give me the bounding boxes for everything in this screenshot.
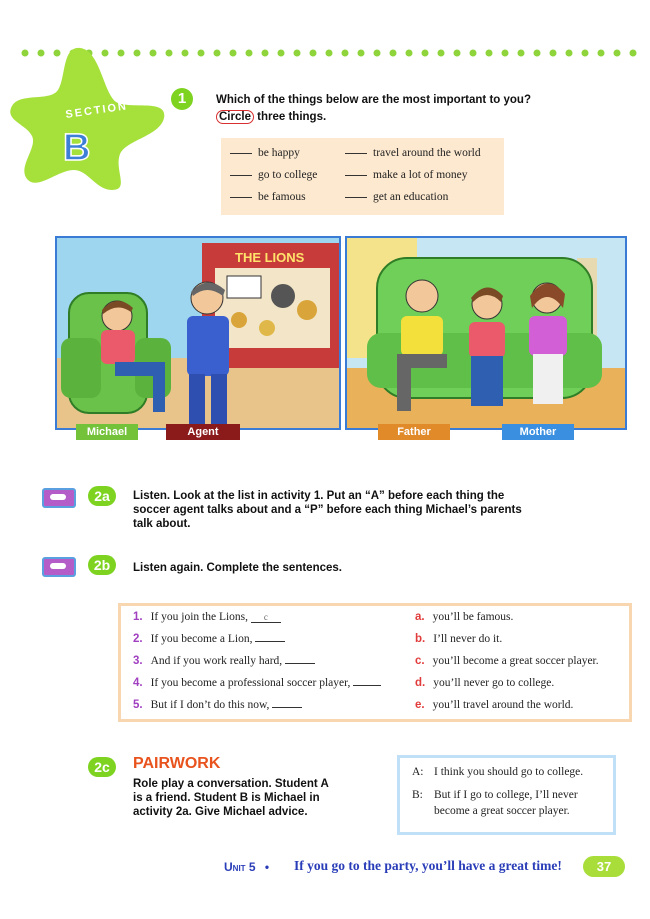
label-father: Father: [378, 424, 450, 440]
list-item: be famous: [230, 191, 306, 203]
footer-title: If you go to the party, you’ll have a great time!: [294, 858, 562, 873]
match-right-item: d. you’ll never go to college.: [415, 677, 555, 689]
answer-blank[interactable]: [255, 641, 285, 642]
label-michael: Michael: [76, 424, 138, 440]
list-item: be happy: [230, 147, 300, 159]
label-mother: Mother: [502, 424, 574, 440]
activity2c-line2: is a friend. Student B is Michael in: [133, 792, 320, 804]
list-item: make a lot of money: [345, 169, 468, 181]
dialog-line-b1: But if I go to college, I’ll never: [434, 789, 578, 801]
section-star: [8, 40, 168, 190]
activity1-instruction-line2: [216, 110, 326, 124]
illustration-living-room: [347, 238, 625, 428]
activity2a-line2: soccer agent talks about and a “P” before each thing Michael’s parents: [133, 504, 522, 516]
activity2a-line1: Listen. Look at the list in activity 1. Put an “A” before each thing the: [133, 490, 505, 502]
activity1-instruction-line1: Which of the things below are the most important to you?: [216, 94, 531, 106]
match-right-item: e. you’ll travel around the world.: [415, 699, 574, 711]
answer-blank[interactable]: [353, 685, 381, 686]
matching-box: [118, 603, 632, 722]
activity2c-badge: 2c: [88, 757, 116, 777]
label-agent: Agent: [166, 424, 240, 440]
dialog-box: [397, 755, 616, 835]
dialog-speaker-a: A:: [412, 766, 424, 778]
activity2c-line3: activity 2a. Give Michael advice.: [133, 806, 308, 818]
circle-word: Circle: [216, 110, 254, 124]
list-item: travel around the world: [345, 147, 481, 159]
list-item: go to college: [230, 169, 317, 181]
section-letter: B: [63, 127, 91, 169]
illustration-office: [57, 238, 339, 428]
pairwork-title: PAIRWORK: [133, 755, 221, 772]
page-number: 37: [583, 856, 625, 877]
section-word: SECTION: [64, 100, 129, 121]
match-left-item: 4. If you become a professional soccer player,: [133, 677, 381, 689]
footer-unit: Unit 5 •: [224, 860, 270, 874]
match-left-item: 1. If you join the Lions, c: [133, 611, 281, 623]
answer-blank[interactable]: c: [251, 612, 281, 623]
lions-sign: THE LIONS: [235, 250, 305, 265]
activity2c-line1: Role play a conversation. Student A: [133, 778, 329, 790]
answer-blank[interactable]: [272, 707, 302, 708]
dialog-line-a: I think you should go to college.: [434, 766, 584, 778]
match-right-item: a. you’ll be famous.: [415, 611, 514, 623]
answer-blank[interactable]: [285, 663, 315, 664]
activity2b-instruction: Listen again. Complete the sentences.: [133, 562, 342, 574]
instruction-rest: three things.: [253, 111, 327, 123]
dialog-speaker-b: B:: [412, 789, 423, 801]
match-right-item: c. you’ll become a great soccer player.: [415, 655, 599, 667]
picture-parents: [345, 236, 627, 430]
match-right-item: b. I’ll never do it.: [415, 633, 503, 645]
match-left-item: 5. But if I don’t do this now,: [133, 699, 302, 711]
list-item: get an education: [345, 191, 448, 203]
dialog-line-b2: become a great soccer player.: [434, 805, 570, 817]
audio-cassette-icon: [42, 557, 76, 577]
audio-cassette-icon: [42, 488, 76, 508]
picture-michael-agent: [55, 236, 341, 430]
match-left-item: 3. And if you work really hard,: [133, 655, 315, 667]
activity2a-line3: talk about.: [133, 518, 191, 530]
activity1-badge: 1: [171, 88, 193, 110]
match-left-item: 2. If you become a Lion,: [133, 633, 285, 645]
activity2b-badge: 2b: [88, 555, 116, 575]
activity1-list: [221, 138, 504, 215]
activity2a-badge: 2a: [88, 486, 116, 506]
